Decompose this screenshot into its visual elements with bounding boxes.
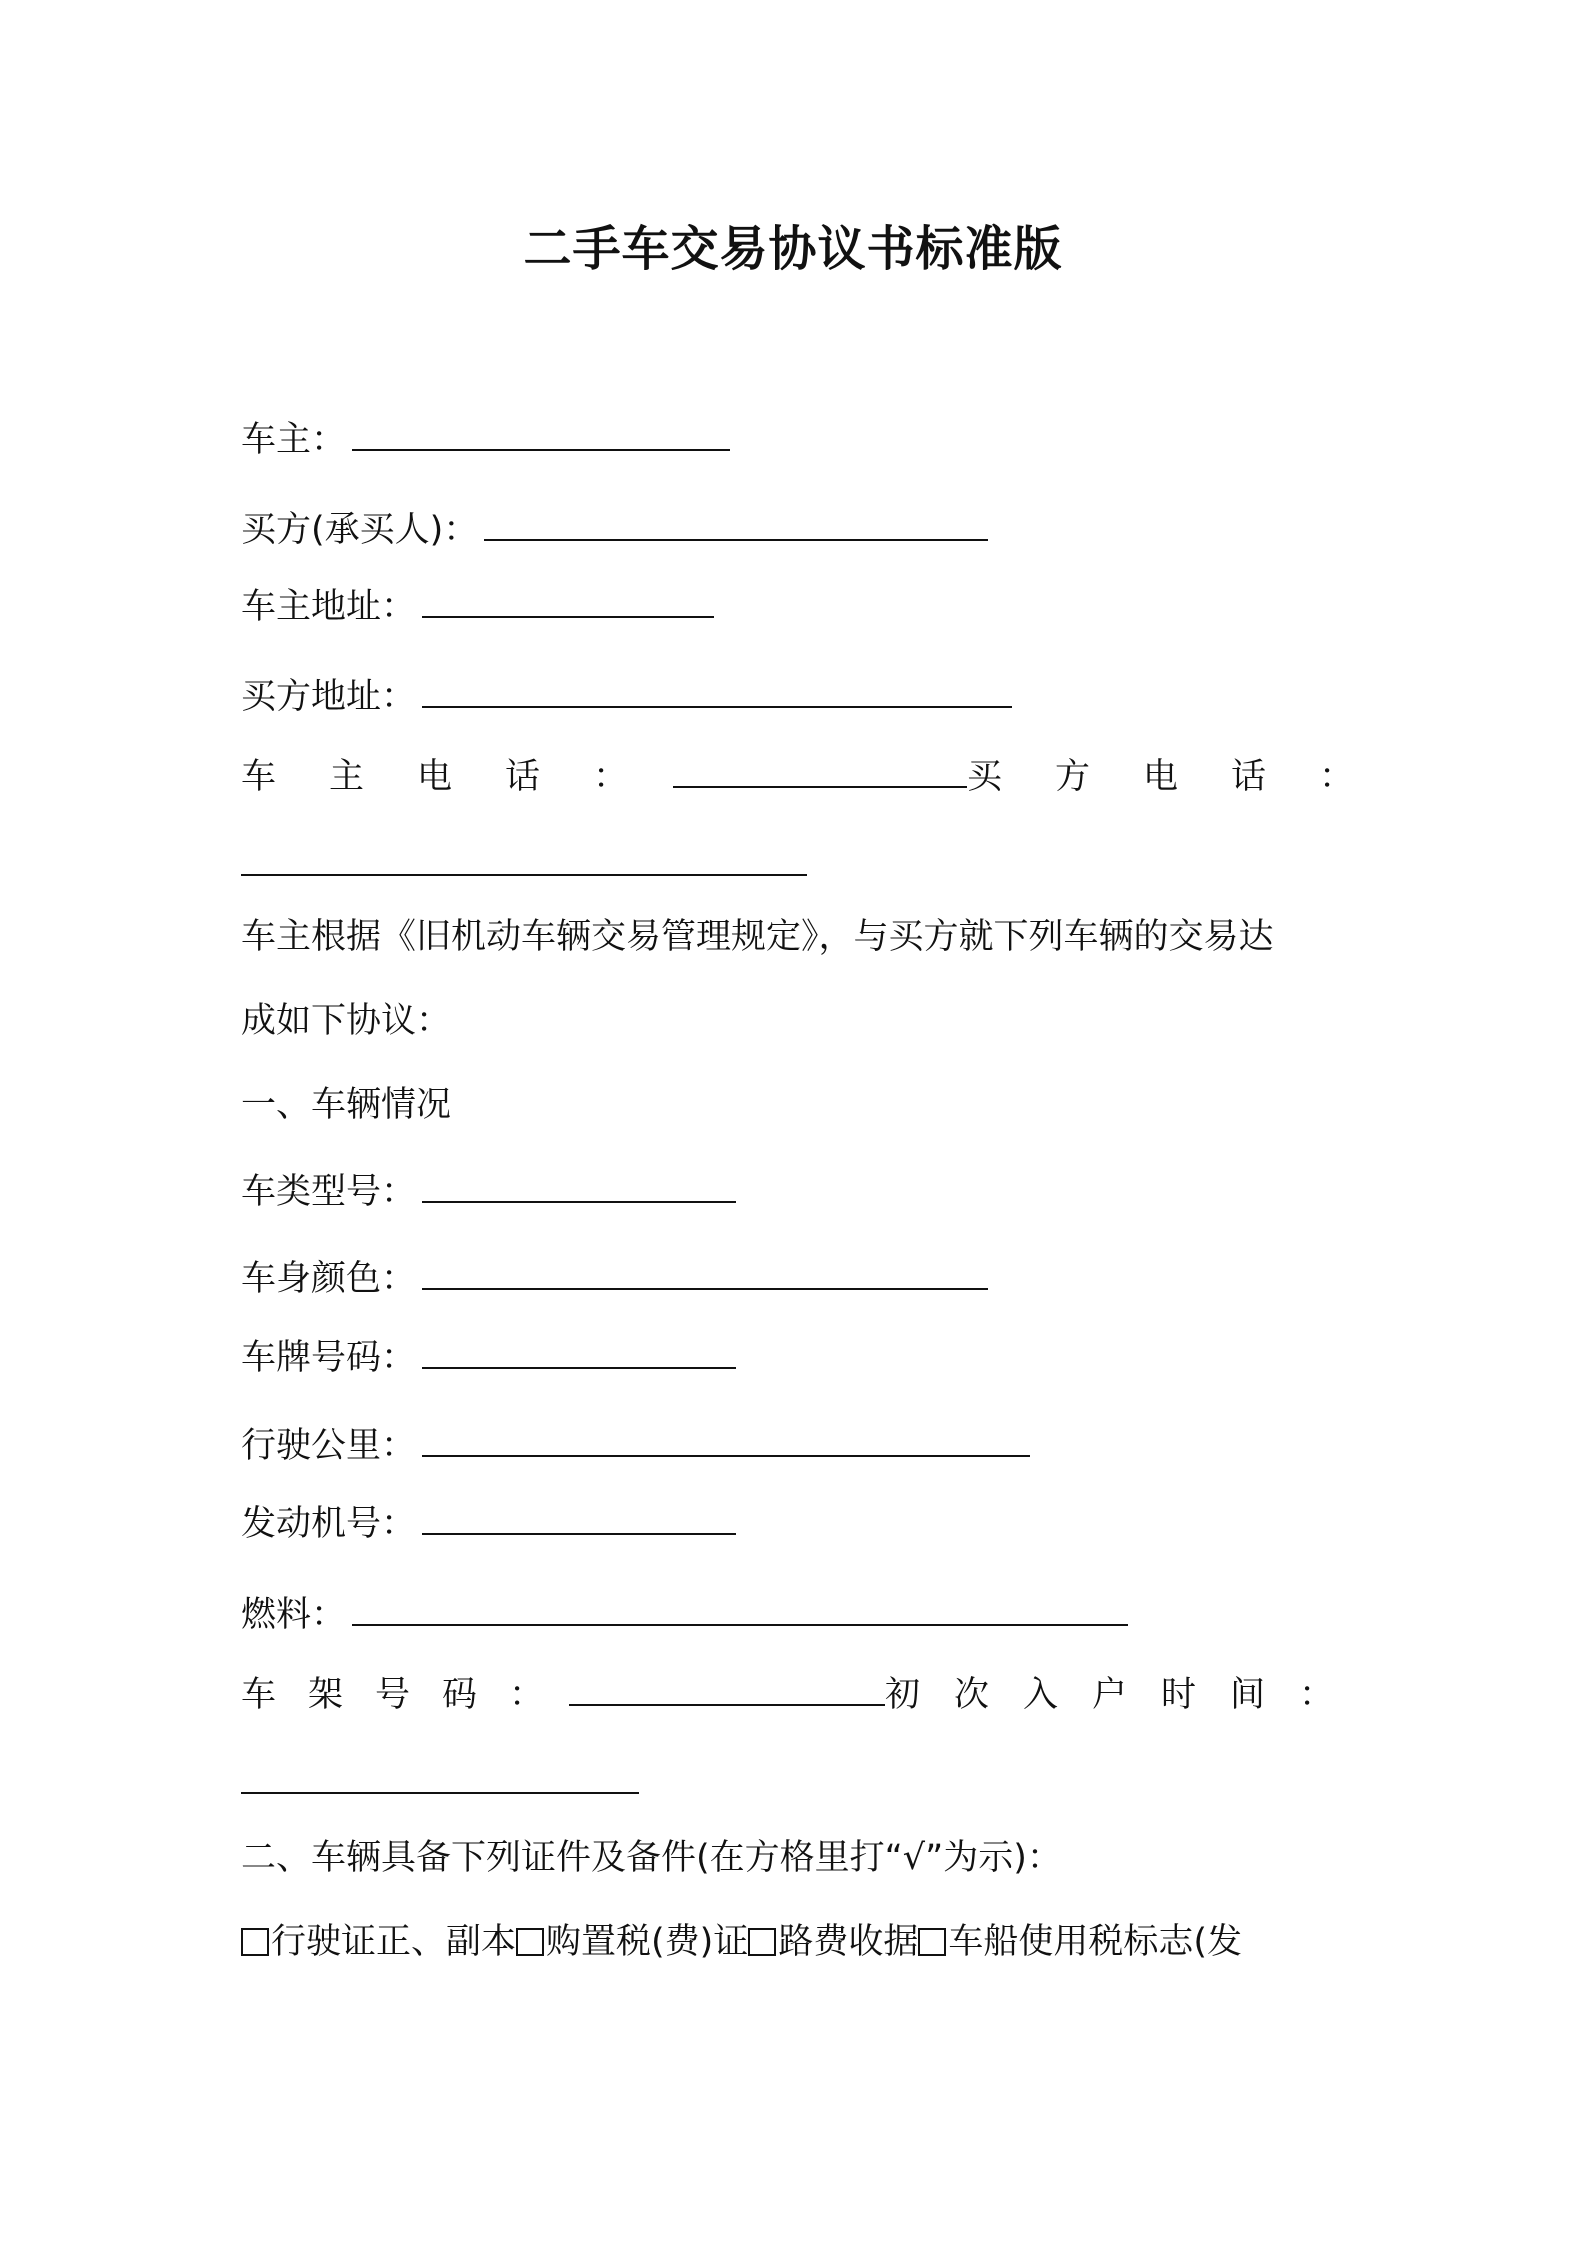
document-title: 二手车交易协议书标准版 bbox=[523, 221, 1063, 277]
vin-char: 车 bbox=[241, 1675, 277, 1715]
buyer-phone-char: 话 bbox=[1231, 757, 1267, 797]
owner-phone-char: 电 bbox=[417, 757, 453, 797]
owner-line bbox=[241, 413, 730, 464]
color-blank[interactable] bbox=[422, 1252, 988, 1290]
mileage-blank[interactable] bbox=[422, 1419, 1030, 1457]
plate-line bbox=[241, 1331, 736, 1382]
documents-checklist bbox=[241, 1918, 1242, 1966]
buyer-phone-char: 方 bbox=[1055, 757, 1091, 797]
model-line bbox=[241, 1165, 736, 1216]
owner-phone-char: 车 bbox=[241, 757, 277, 797]
checkbox[interactable] bbox=[748, 1928, 776, 1956]
register-char: 间 bbox=[1230, 1675, 1266, 1715]
vin-line bbox=[241, 1668, 1333, 1719]
mileage-line bbox=[241, 1419, 1030, 1470]
fuel-line bbox=[241, 1588, 1128, 1639]
buyer-phone-blank[interactable] bbox=[241, 838, 807, 876]
mileage-label: 行驶公里： bbox=[241, 1426, 417, 1466]
engine-line bbox=[241, 1497, 736, 1548]
register-char: 户 bbox=[1092, 1675, 1128, 1715]
vin-char: 架 bbox=[308, 1675, 344, 1715]
register-char: 时 bbox=[1161, 1675, 1197, 1715]
register-date-blank[interactable] bbox=[241, 1756, 639, 1794]
owner-label: 车主： bbox=[241, 420, 347, 460]
buyer-blank[interactable] bbox=[484, 503, 988, 541]
buyer-address-line bbox=[241, 670, 1012, 721]
fuel-label: 燃料： bbox=[241, 1595, 347, 1635]
color-label: 车身颜色： bbox=[241, 1259, 417, 1299]
buyer-phone-label bbox=[967, 753, 1353, 801]
plate-label: 车牌号码： bbox=[241, 1338, 417, 1378]
phone-line bbox=[241, 750, 1353, 801]
buyer-phone-char: 买 bbox=[967, 757, 1003, 797]
checklist-item: 路费收据 bbox=[778, 1922, 919, 1962]
owner-phone-char: 话 bbox=[505, 757, 541, 797]
owner-phone-blank[interactable] bbox=[673, 750, 967, 788]
register-char: 入 bbox=[1023, 1675, 1059, 1715]
engine-label: 发动机号： bbox=[241, 1504, 417, 1544]
owner-phone-char: 主 bbox=[329, 757, 365, 797]
checklist-item: 行驶证正、副本 bbox=[271, 1922, 517, 1962]
model-label: 车类型号： bbox=[241, 1172, 417, 1212]
color-line bbox=[241, 1252, 988, 1303]
register-char: 次 bbox=[954, 1675, 990, 1715]
section1-heading: 一、车辆情况 bbox=[241, 1085, 452, 1125]
vin-char: 码 bbox=[442, 1675, 478, 1715]
buyer-address-label: 买方地址： bbox=[241, 677, 417, 717]
register-date-label bbox=[885, 1671, 1333, 1719]
checklist-item: 车船使用税标志(发 bbox=[948, 1922, 1242, 1962]
buyer-phone-char: 电 bbox=[1143, 757, 1179, 797]
vin-label bbox=[241, 1671, 569, 1719]
buyer-phone-blank-line bbox=[241, 838, 807, 889]
owner-address-blank[interactable] bbox=[422, 580, 714, 618]
checkbox[interactable] bbox=[918, 1928, 946, 1956]
section2-heading: 二、车辆具备下列证件及备件(在方格里打“√”为示)： bbox=[241, 1838, 1062, 1878]
register-date-blank-line bbox=[241, 1756, 639, 1807]
checkbox[interactable] bbox=[241, 1928, 269, 1956]
checkbox[interactable] bbox=[516, 1928, 544, 1956]
owner-phone-label bbox=[241, 753, 673, 801]
checklist-item: 购置税(费)证 bbox=[546, 1922, 749, 1962]
plate-blank[interactable] bbox=[422, 1331, 736, 1369]
model-blank[interactable] bbox=[422, 1165, 736, 1203]
buyer-line bbox=[241, 503, 988, 554]
owner-blank[interactable] bbox=[352, 413, 730, 451]
vin-blank[interactable] bbox=[569, 1668, 885, 1706]
owner-address-line bbox=[241, 580, 714, 631]
buyer-phone-char: ： bbox=[1319, 757, 1355, 797]
buyer-label: 买方(承买人)： bbox=[241, 510, 479, 550]
register-char: 初 bbox=[885, 1675, 921, 1715]
owner-phone-char: ： bbox=[593, 757, 629, 797]
vin-char: ： bbox=[509, 1675, 545, 1715]
register-char: ： bbox=[1299, 1675, 1335, 1715]
intro-line-2: 成如下协议： bbox=[241, 1001, 452, 1041]
engine-blank[interactable] bbox=[422, 1497, 736, 1535]
fuel-blank[interactable] bbox=[352, 1588, 1128, 1626]
intro-line-1: 车主根据《旧机动车辆交易管理规定》，与买方就下列车辆的交易达 bbox=[241, 917, 1274, 957]
vin-char: 号 bbox=[375, 1675, 411, 1715]
buyer-address-blank[interactable] bbox=[422, 670, 1012, 708]
owner-address-label: 车主地址： bbox=[241, 587, 417, 627]
